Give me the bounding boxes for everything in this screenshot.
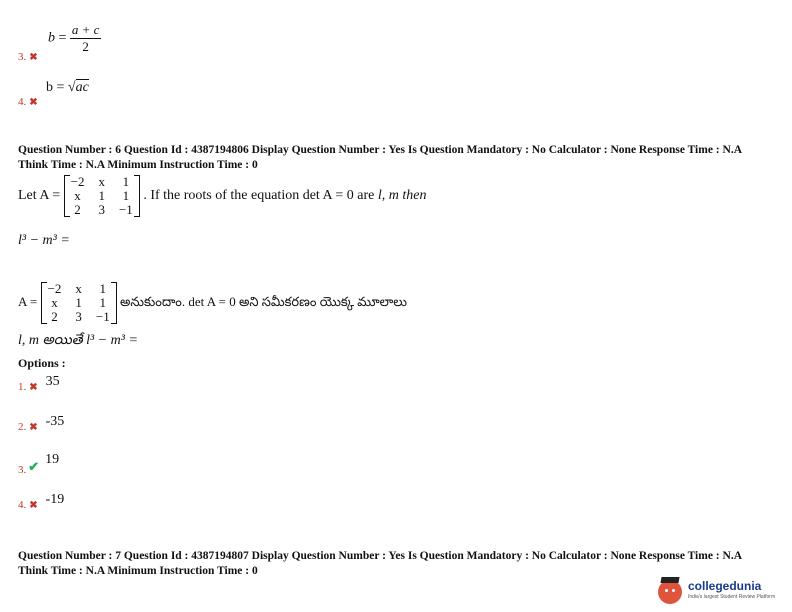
question-prefix: Let A = [18,188,64,204]
option-number: 1. [18,381,27,393]
telugu-prefix: A = [18,293,41,309]
variable-b: b [48,30,55,46]
logo-name: collegedunia [688,579,762,593]
option-4 [18,490,65,511]
option-text: b = [46,80,68,95]
option-2 [18,412,65,433]
cross-icon: ✖ [29,500,38,511]
sqrt-argument: ac [75,80,89,95]
equals-sign: = [55,30,70,46]
matrix-cell: −1 [118,202,133,217]
option-number: 4. [18,499,27,511]
fraction-denominator: 2 [82,39,89,54]
matrix-cell: x [51,295,58,310]
matrix-a [64,175,140,217]
fraction-numerator: a + c [71,22,100,37]
mascot-icon [658,580,682,604]
matrix-cell: −2 [47,281,62,296]
sqrt-icon: √ [67,80,76,95]
cross-icon: ✖ [29,52,38,63]
matrix-right-bracket [111,282,117,324]
question-7-header-line2: Think Time : N.A Minimum Instruction Time : 0 [18,565,258,577]
check-icon: ✔ [28,459,40,474]
telugu-line-2: l, m అయితే l³ − m³ = [18,333,138,348]
option-text: -19 [45,492,65,507]
collegedunia-logo [658,580,775,604]
option-number: 2. [18,421,27,433]
cross-icon: ✖ [29,382,38,393]
option-3 [18,450,60,476]
question-6-telugu [18,282,407,324]
matrix-cell: 2 [74,202,81,217]
question-6-header-line2: Think Time : N.A Minimum Instruction Time : 0 [18,159,258,171]
option-text: 19 [45,452,60,467]
question-7-header [18,549,788,579]
cross-icon: ✖ [29,422,38,433]
option-number: 4. [18,96,27,108]
question-6-header-line1: Question Number : 6 Question Id : 4387194806 Display Question Number : Yes Is Question Mandatory : No Calculator : None Response Time : N.A [18,144,743,156]
question-6-expression: l³ − m³ = [18,233,70,248]
options-label: Options : [18,356,66,370]
matrix-cell: 3 [98,202,105,217]
matrix-cell: 1 [75,295,82,310]
cross-icon: ✖ [29,97,38,108]
option-number: 3. [18,51,27,63]
matrix-a-telugu [41,282,117,324]
matrix-right-bracket [134,175,140,217]
question-variables: l, m then [377,188,427,204]
question-suffix: . If the roots of the equation det A = 0 are [143,188,378,204]
question-7-header-line1: Question Number : 7 Question Id : 4387194807 Display Question Number : Yes Is Question Mandatory : No Calculator : None Response Time : N.A [18,550,743,562]
option-number: 3. [18,464,27,476]
matrix-cell: 3 [75,309,82,324]
matrix-cell: 1 [99,281,107,296]
matrix-cell: 2 [51,309,58,324]
matrix-cell: x [98,174,105,189]
matrix-cell: 1 [99,295,107,310]
matrix-cell: x [75,281,82,296]
matrix-cell: 1 [122,174,130,189]
option-1 [18,372,60,393]
matrix-cell: 1 [122,188,130,203]
matrix-cell: −1 [95,309,110,324]
matrix-left-bracket [64,175,70,217]
matrix-left-bracket [41,282,47,324]
matrix-cell: 1 [98,188,105,203]
option-text: -35 [45,414,65,429]
fraction [70,22,102,55]
option-text: 35 [45,374,60,389]
question-6-english [18,175,426,217]
logo-tagline: India's largest Student Review Platform [688,594,776,600]
matrix-cell: −2 [70,174,85,189]
matrix-cell: x [74,188,81,203]
question-6-header [18,143,788,173]
telugu-suffix: అనుకుందాం. det A = 0 అని సమీకరణం యొక్క మూలాలు [119,293,408,309]
